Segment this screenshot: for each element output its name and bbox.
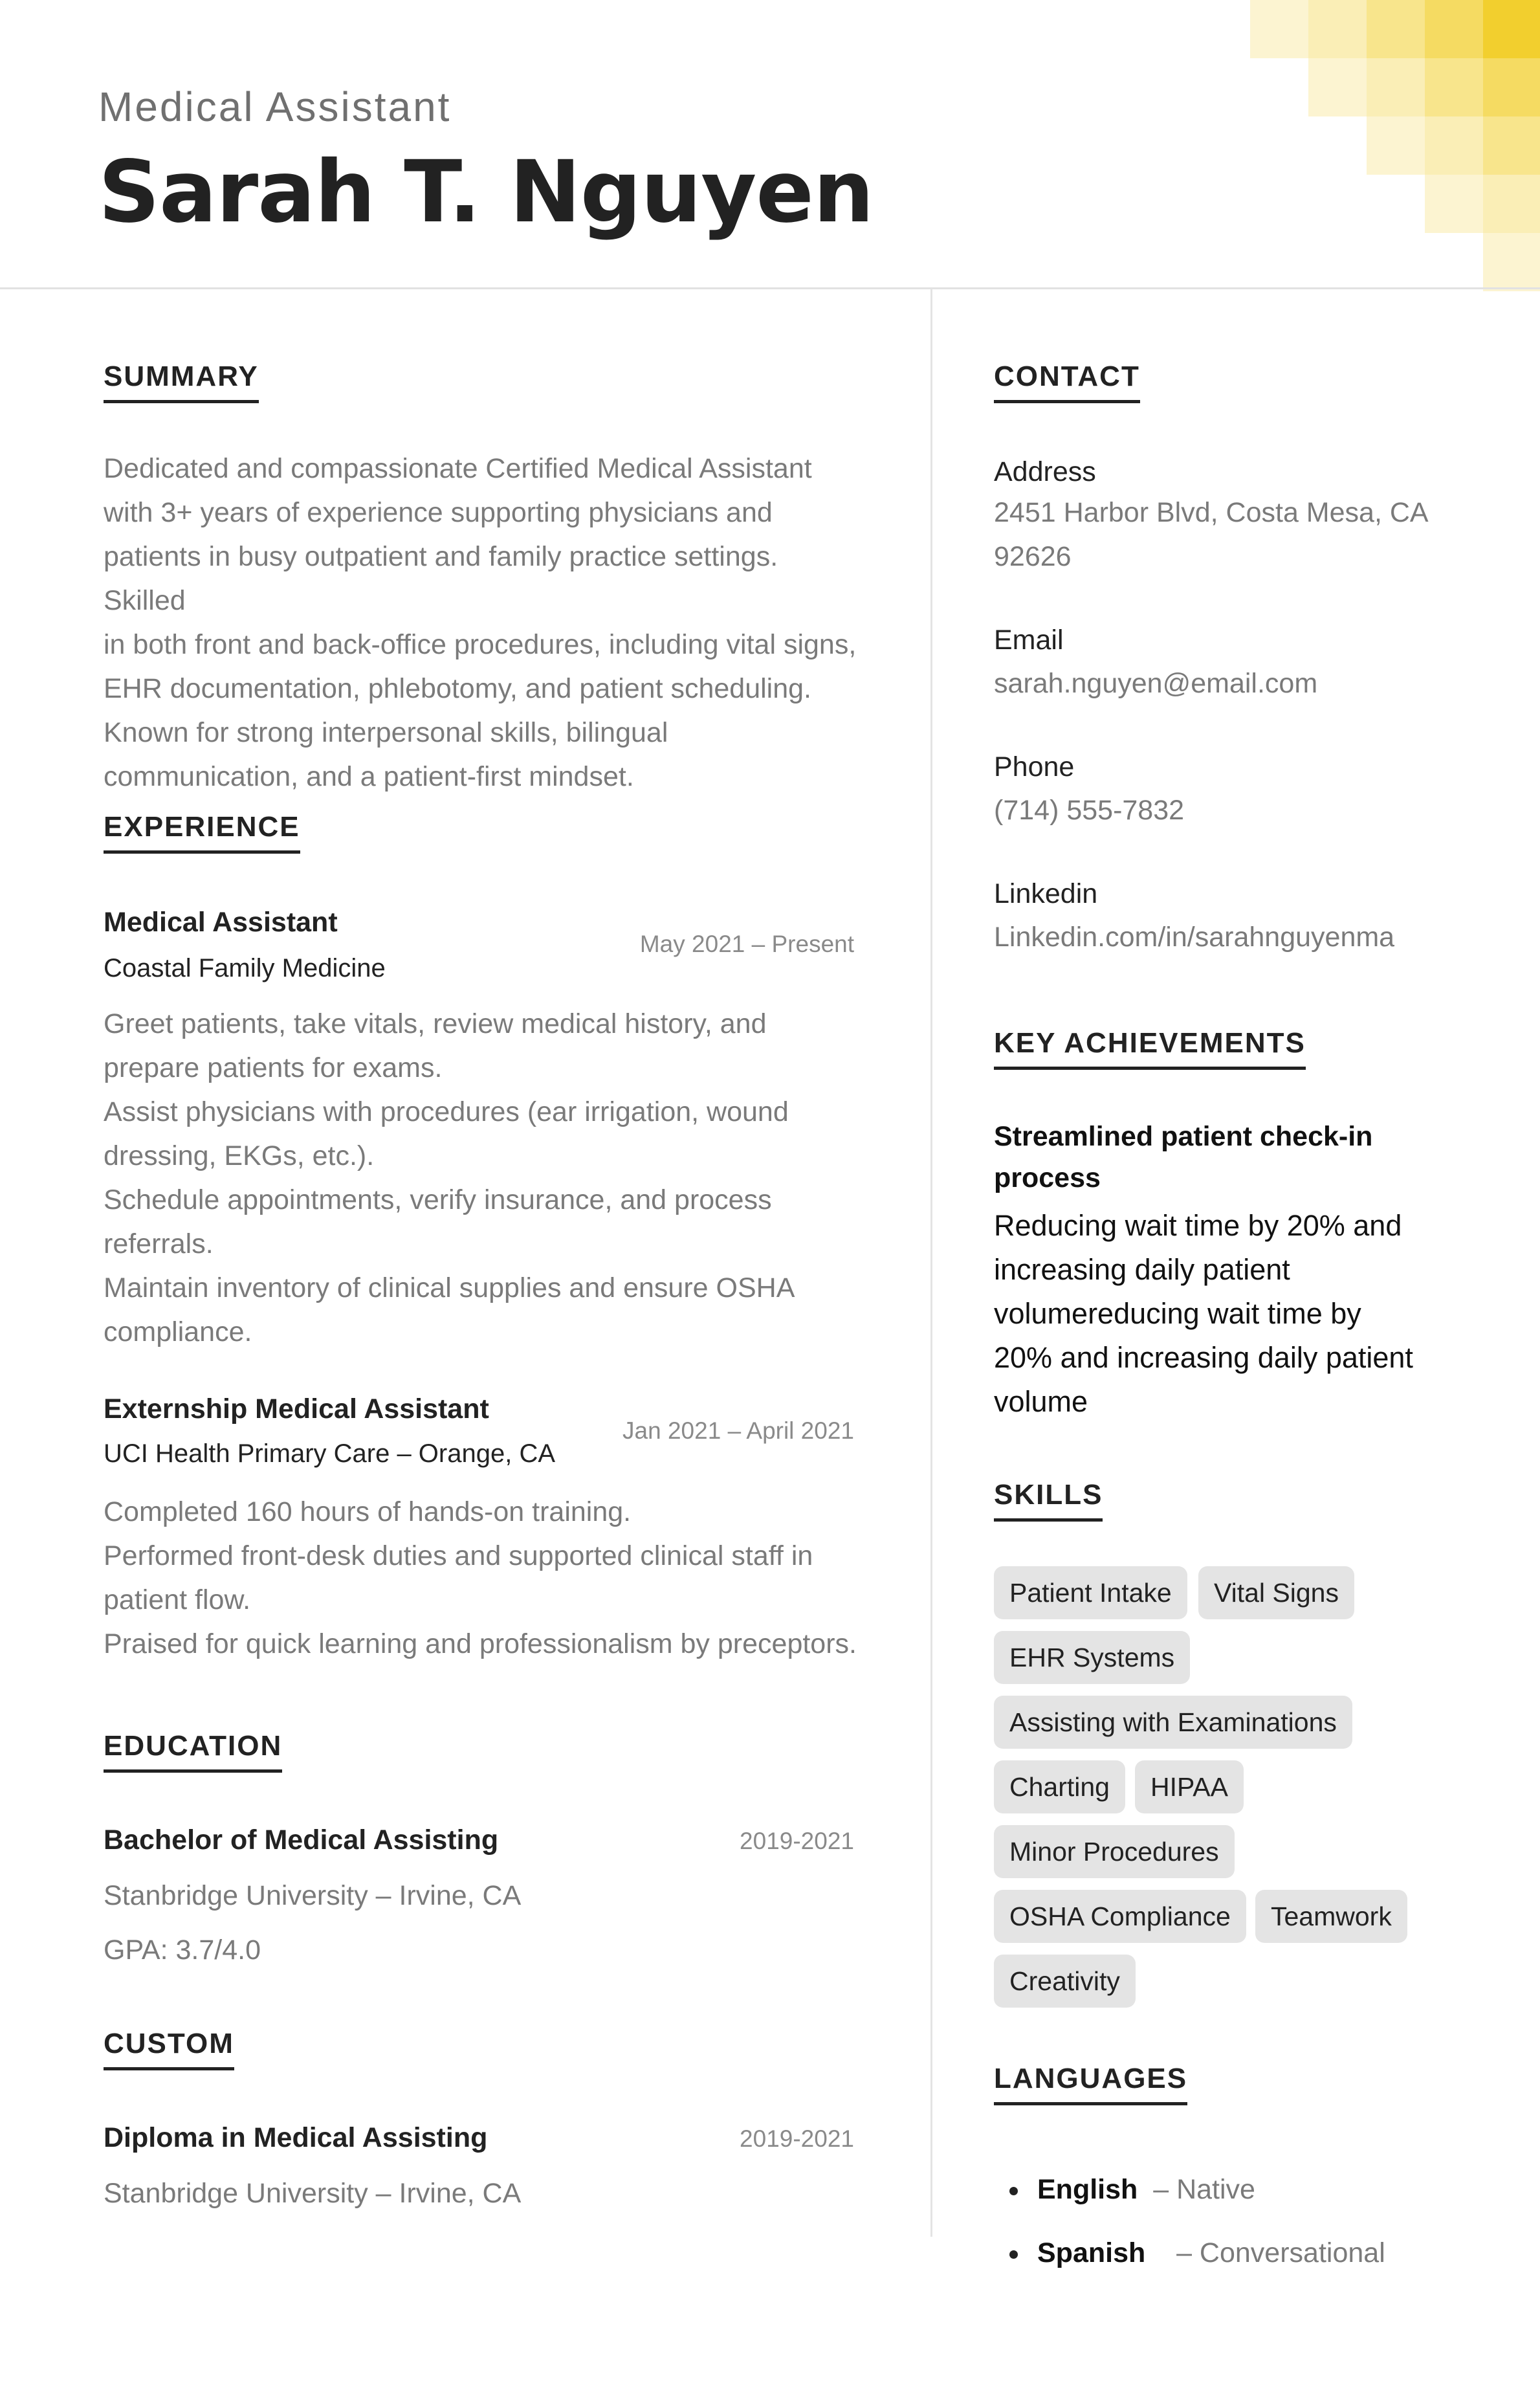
education-school: Stanbridge University – Irvine, CA — [104, 1880, 522, 1911]
job-role: Externship Medical Assistant — [104, 1393, 489, 1424]
skill-chip: OSHA Compliance — [994, 1890, 1246, 1943]
language-name: English — [1037, 2174, 1138, 2205]
address-value — [994, 491, 1486, 579]
decorative-square — [1425, 0, 1483, 58]
skill-chip: Vital Signs — [1198, 1566, 1354, 1619]
achievement-title-line: Streamlined patient check-in — [994, 1121, 1373, 1152]
decorative-square — [1308, 0, 1367, 58]
job-duties — [104, 1002, 867, 1354]
bullet-dot — [1009, 2187, 1018, 2195]
summary-line: in both front and back-office procedures, including vital signs, — [104, 629, 857, 660]
summary-line: with 3+ years of experience supporting physicians and — [104, 497, 773, 528]
custom-heading: CUSTOM — [104, 2030, 234, 2070]
summary-line: EHR documentation, phlebotomy, and patient scheduling. — [104, 673, 812, 704]
education-date: 2019-2021 — [740, 1828, 854, 1854]
custom-school: Stanbridge University – Irvine, CA — [104, 2178, 522, 2209]
decorative-square — [1483, 58, 1540, 116]
skills-heading: SKILLS — [994, 1481, 1103, 1522]
decorative-square — [1483, 175, 1540, 233]
skill-chip: HIPAA — [1135, 1760, 1244, 1813]
education-heading: EDUCATION — [104, 1732, 282, 1773]
experience-heading: EXPERIENCE — [104, 813, 300, 854]
job-organization: UCI Health Primary Care – Orange, CA — [104, 1439, 556, 1468]
language-name: Spanish — [1037, 2237, 1146, 2268]
decorative-square — [1425, 116, 1483, 175]
decorative-square — [1483, 0, 1540, 58]
achievement-line: Reducing wait time by 20% and — [994, 1209, 1402, 1242]
achievement-line: increasing daily patient — [994, 1253, 1290, 1286]
summary-line: Dedicated and compassionate Certified Medical Assistant — [104, 453, 812, 484]
duty-line: Schedule appointments, verify insurance, and process — [104, 1184, 772, 1215]
decorative-square — [1367, 0, 1425, 58]
duty-line: Praised for quick learning and professionalism by preceptors. — [104, 1628, 857, 1659]
candidate-name: Sarah T. Nguyen — [98, 142, 874, 242]
achievement-line: 20% and increasing daily patient — [994, 1341, 1413, 1374]
summary-line: Known for strong interpersonal skills, bilingual — [104, 717, 668, 748]
skill-chip: Patient Intake — [994, 1566, 1187, 1619]
decorative-square — [1483, 233, 1540, 291]
duty-line: Performed front-desk duties and supported clinical staff in — [104, 1540, 813, 1571]
contact-heading: CONTACT — [994, 362, 1140, 403]
skill-chip: Assisting with Examinations — [994, 1696, 1352, 1749]
address-line: 92626 — [994, 541, 1072, 572]
job-date: May 2021 – Present — [639, 931, 854, 957]
job-role: Medical Assistant — [104, 907, 338, 938]
skill-chip: Minor Procedures — [994, 1825, 1235, 1878]
achievement-line: volumereducing wait time by — [994, 1297, 1361, 1330]
decorative-square — [1483, 116, 1540, 175]
skill-chip: Creativity — [994, 1955, 1136, 2008]
phone-label: Phone — [994, 751, 1075, 782]
email-link[interactable]: sarah.nguyen@email.com — [994, 668, 1318, 699]
job-title: Medical Assistant — [98, 83, 452, 130]
column-divider — [930, 289, 932, 2237]
job-date: Jan 2021 – April 2021 — [622, 1417, 854, 1444]
job-organization: Coastal Family Medicine — [104, 954, 386, 982]
decorative-square — [1425, 58, 1483, 116]
achievement-line: volume — [994, 1385, 1088, 1418]
job-duties — [104, 1490, 867, 1666]
phone-value: (714) 555-7832 — [994, 795, 1185, 826]
achievement-title — [994, 1116, 1460, 1199]
decorative-square — [1367, 58, 1425, 116]
linkedin-label: Linkedin — [994, 878, 1098, 909]
duty-line: Greet patients, take vitals, review medical history, and — [104, 1008, 767, 1039]
decorative-square — [1425, 175, 1483, 233]
resume-header — [0, 0, 1540, 289]
duty-line: patient flow. — [104, 1584, 251, 1615]
linkedin-link[interactable]: Linkedin.com/in/sarahnguyenma — [994, 922, 1395, 953]
duty-line: dressing, EKGs, etc.). — [104, 1140, 375, 1171]
duty-line: referrals. — [104, 1228, 214, 1259]
duty-line: compliance. — [104, 1316, 252, 1347]
address-label: Address — [994, 456, 1096, 487]
decorative-square — [1250, 0, 1308, 58]
duty-line: prepare patients for exams. — [104, 1052, 443, 1083]
language-item — [1009, 2239, 1385, 2267]
achievement-title-line: process — [994, 1162, 1101, 1193]
decorative-square — [1367, 116, 1425, 175]
decorative-square — [1308, 58, 1367, 116]
language-item — [1009, 2176, 1255, 2204]
achievements-heading: KEY ACHIEVEMENTS — [994, 1029, 1306, 1070]
language-level: – Native — [1153, 2174, 1255, 2205]
achievement-body — [994, 1204, 1486, 1424]
summary-line: communication, and a patient-first mindset. — [104, 761, 634, 792]
degree-title: Bachelor of Medical Assisting — [104, 1824, 499, 1856]
custom-title: Diploma in Medical Assisting — [104, 2122, 488, 2153]
skill-chip: EHR Systems — [994, 1631, 1190, 1684]
header-divider — [0, 287, 1540, 289]
language-level: – Conversational — [1176, 2237, 1385, 2268]
languages-heading: LANGUAGES — [994, 2065, 1187, 2105]
duty-line: Maintain inventory of clinical supplies and ensure OSHA — [104, 1272, 795, 1303]
email-label: Email — [994, 625, 1064, 656]
bullet-dot — [1009, 2250, 1018, 2259]
summary-line: patients in busy outpatient and family practice settings. Skilled — [104, 541, 778, 616]
duty-line: Completed 160 hours of hands-on training. — [104, 1496, 632, 1527]
duty-line: Assist physicians with procedures (ear irrigation, wound — [104, 1096, 789, 1127]
education-gpa: GPA: 3.7/4.0 — [104, 1934, 261, 1966]
summary-text — [104, 447, 867, 799]
skill-chip: Teamwork — [1255, 1890, 1407, 1943]
skill-chip: Charting — [994, 1760, 1125, 1813]
summary-heading: SUMMARY — [104, 362, 259, 403]
address-line: 2451 Harbor Blvd, Costa Mesa, CA — [994, 497, 1429, 528]
custom-date: 2019-2021 — [740, 2125, 854, 2152]
